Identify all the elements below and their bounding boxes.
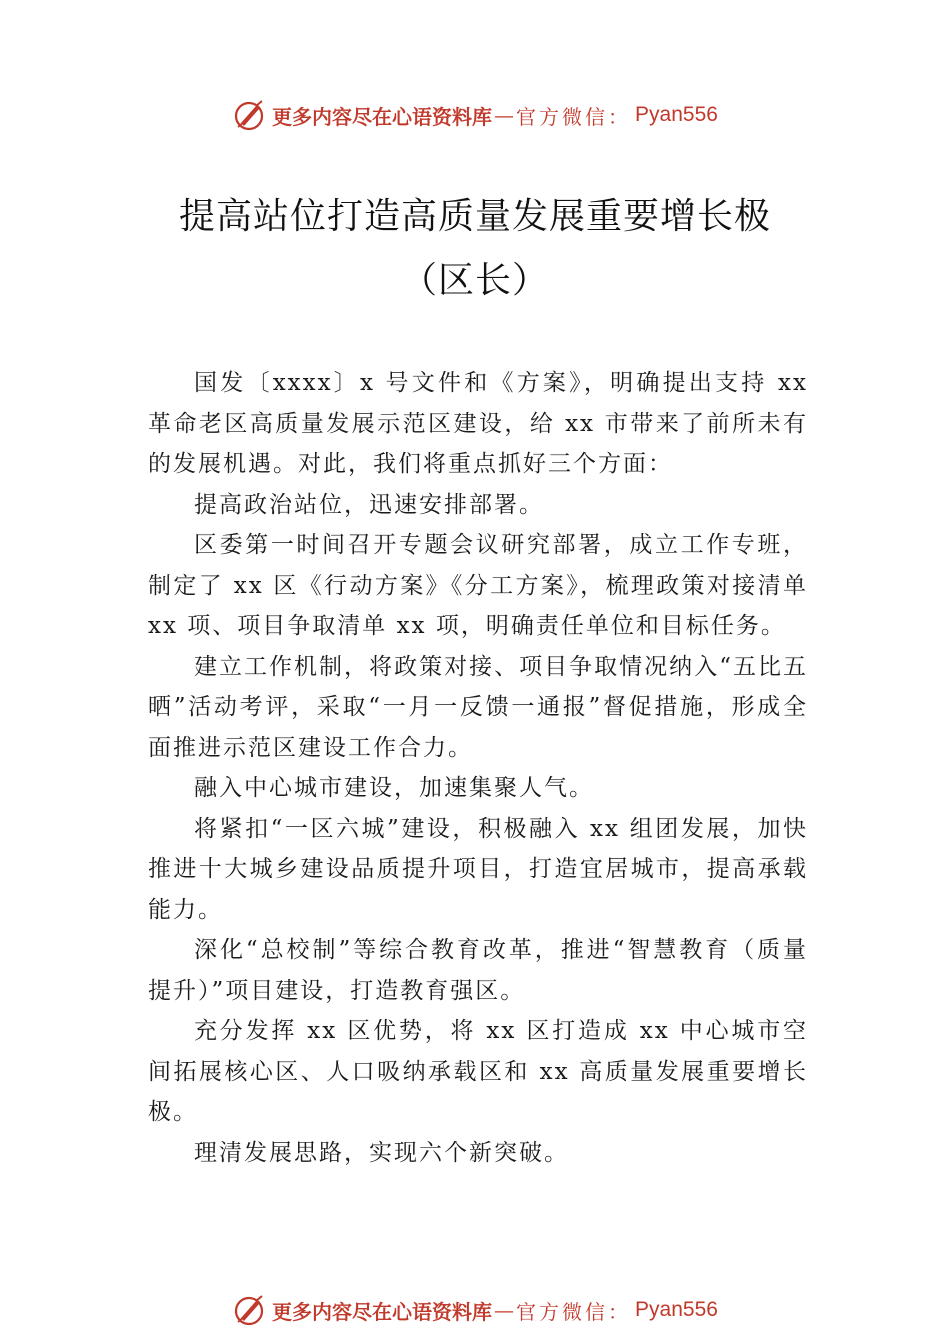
watermark-label: 官方微信：	[516, 1299, 632, 1324]
header-watermark	[0, 95, 950, 135]
quill-pen-icon	[232, 1293, 266, 1327]
quill-pen-icon	[232, 98, 266, 132]
watermark-separator: —	[494, 1298, 515, 1322]
document-title: 提高站位打造高质量发展重要增长极（区长）	[178, 196, 771, 301]
watermark-brand: 更多内容尽在心语资料库	[272, 1299, 493, 1324]
paragraph: 深化“总校制”等综合教育改革，推进“智慧教育（质量提升）”项目建设，打造教育强区。	[148, 937, 808, 1004]
footer-watermark	[0, 1290, 950, 1330]
paragraph: 建立工作机制，将政策对接、项目争取情况纳入“五比五晒”活动考评，采取“一月一反馈一通报”督促措施，形成全面推进示范区建设工作合力。	[148, 653, 808, 761]
watermark-wechat-id: Pyan556	[635, 1298, 718, 1321]
watermark-brand: 更多内容尽在心语资料库	[272, 104, 493, 129]
watermark-separator: —	[494, 103, 515, 127]
watermark-wechat-id: Pyan556	[635, 103, 718, 126]
document-body	[148, 363, 808, 1173]
paragraph: 理清发展思路，实现六个新突破。	[194, 1139, 569, 1166]
watermark-label: 官方微信：	[516, 104, 632, 129]
paragraph: 将紧扣“一区六城”建设，积极融入 xx 组团发展，加快推进十大城乡建设品质提升项目，打造宜居城市，提高承载能力。	[148, 815, 808, 923]
paragraph: 区委第一时间召开专题会议研究部署，成立工作专班，制定了 xx 区《行动方案》《分工方案》，梳理政策对接清单 xx 项、项目争取清单 xx 项，明确责任单位和目标任务。	[148, 532, 808, 639]
paragraph: 融入中心城市建设，加速集聚人气。	[194, 775, 594, 801]
paragraph: 充分发挥 xx 区优势，将 xx 区打造成 xx 中心城市空间拓展核心区、人口吸纳承载区和 xx 高质量发展重要增长极。	[148, 1018, 808, 1125]
paragraph: 国发〔xxxx〕x 号文件和《方案》，明确提出支持 xx 革命老区高质量发展示范区建设，给 xx 市带来了前所未有的发展机遇。对此，我们将重点抓好三个方面：	[148, 370, 808, 477]
paragraph: 提高政治站位，迅速安排部署。	[194, 491, 544, 518]
